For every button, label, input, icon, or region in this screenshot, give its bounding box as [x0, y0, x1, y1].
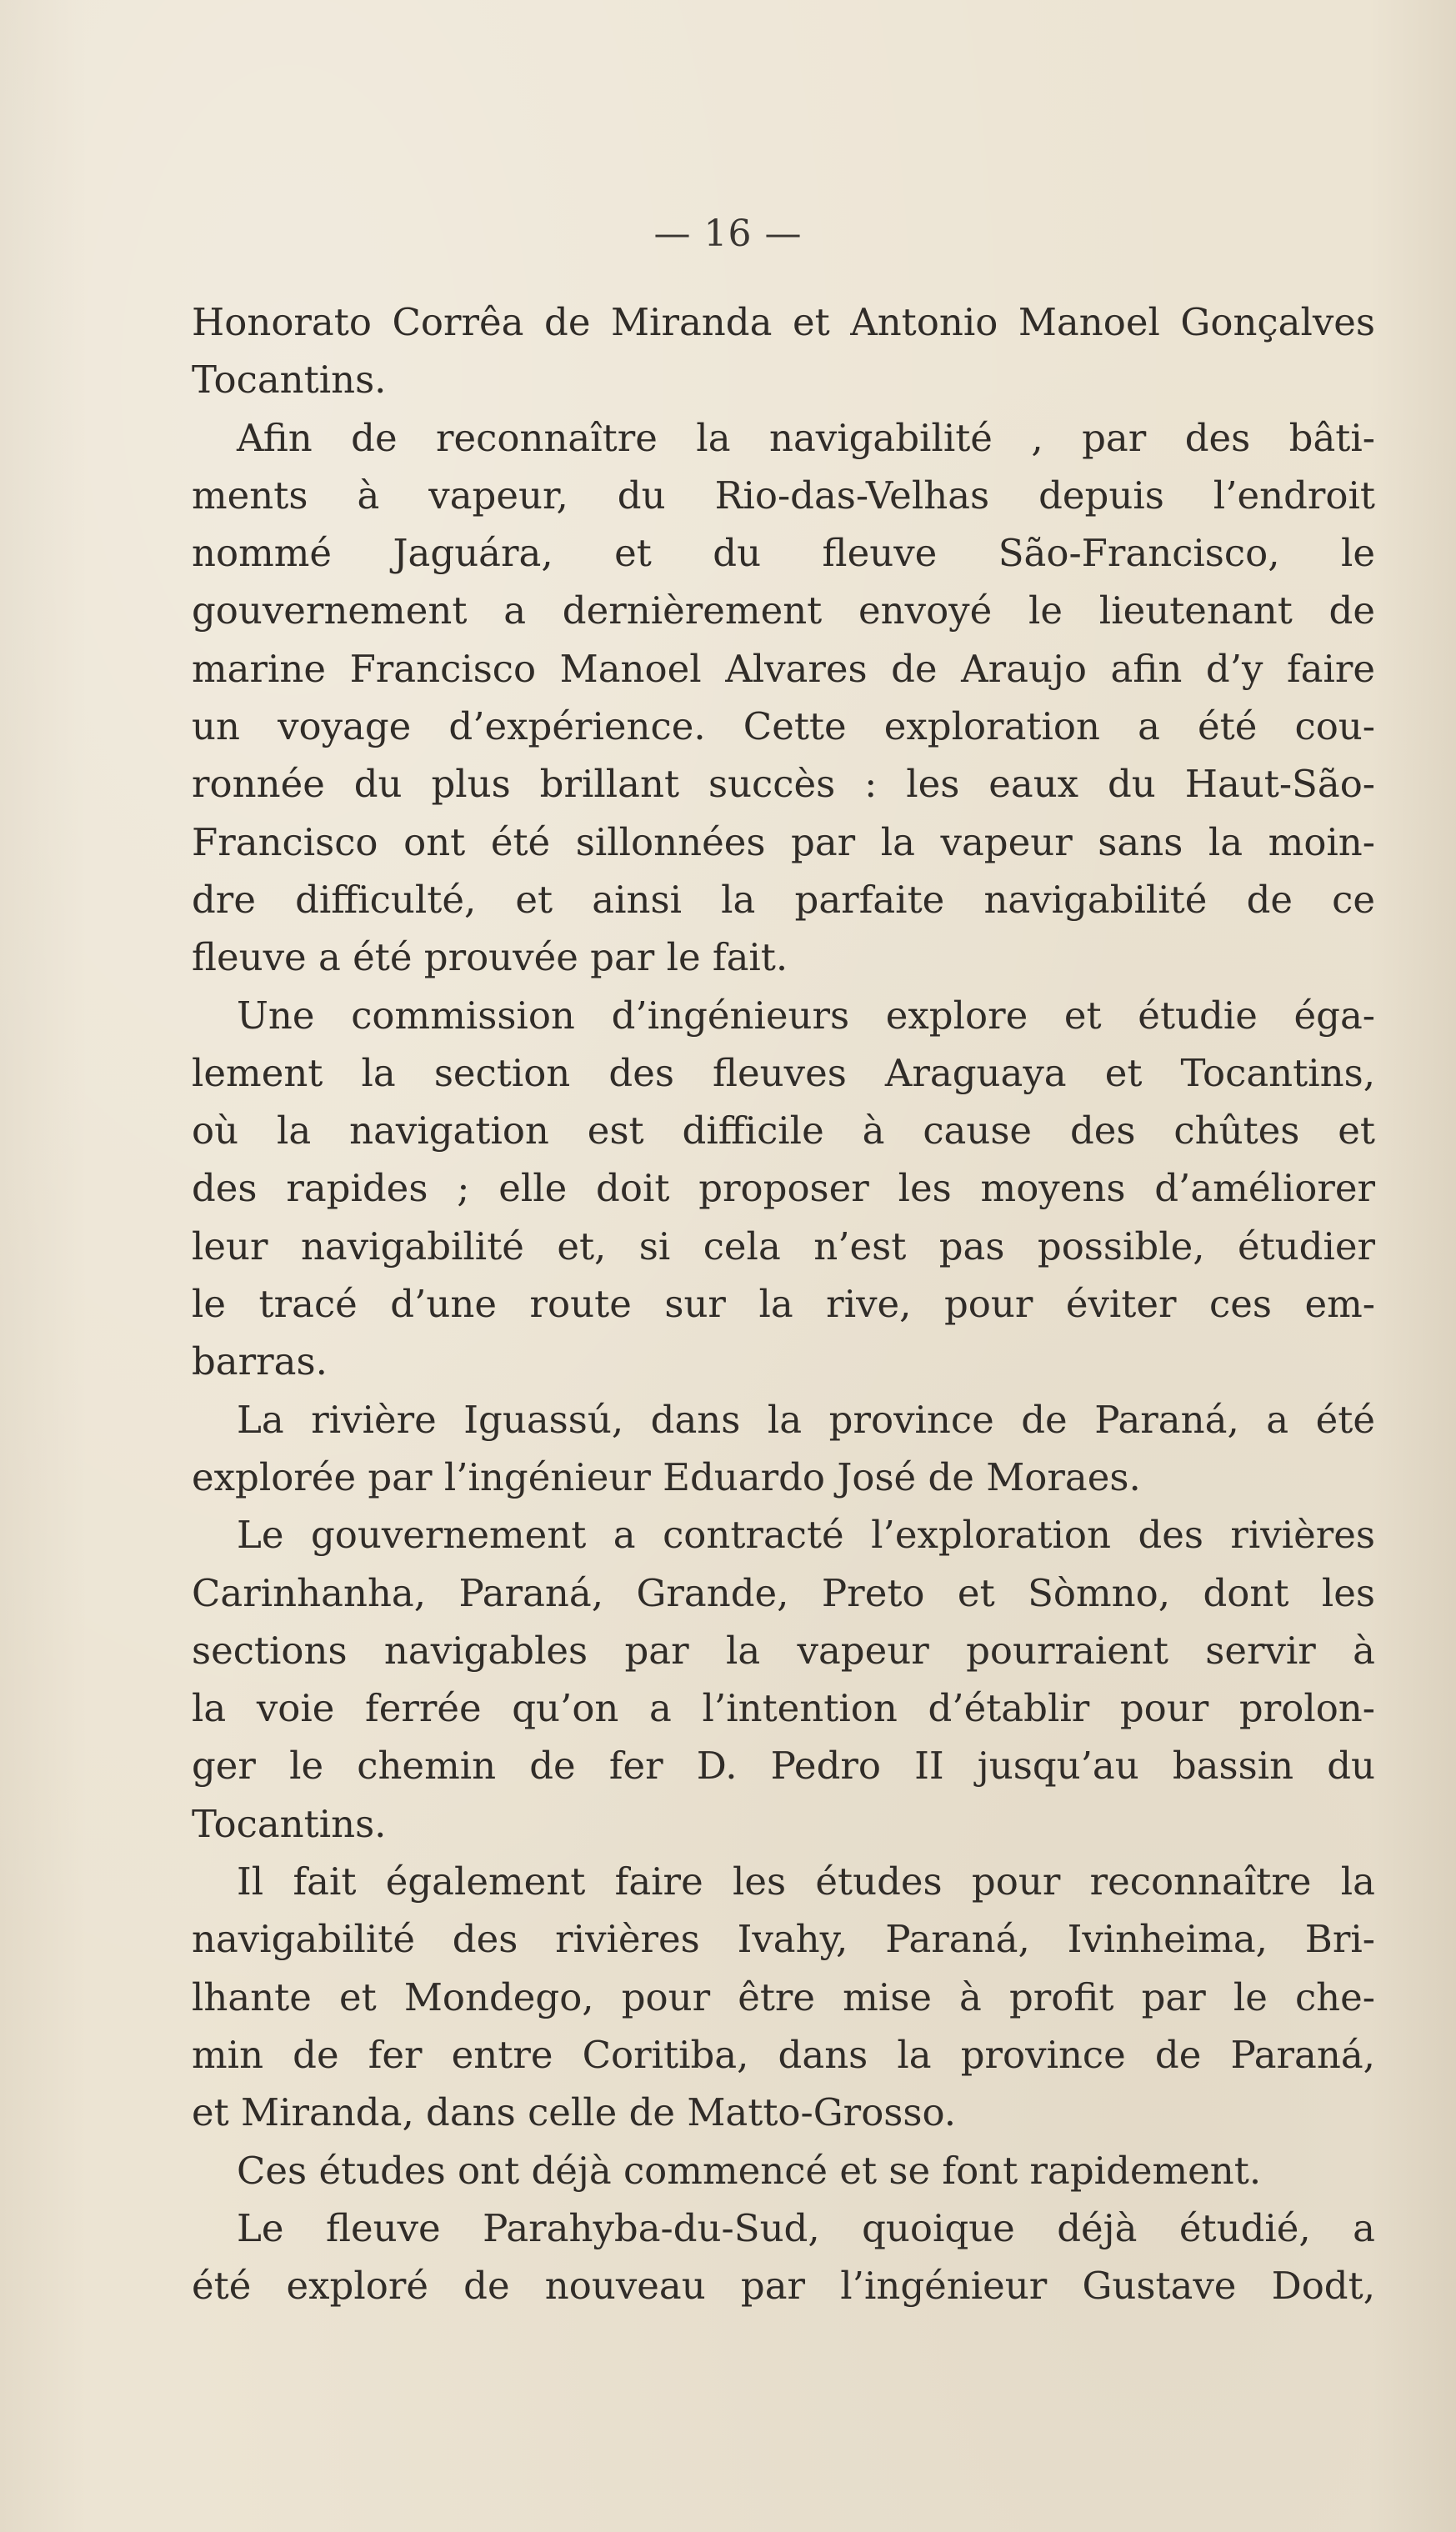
paragraph	[192, 293, 1375, 409]
text-line: la voie ferrée qu’on a l’intention d’établir pour prolon-	[192, 1686, 1375, 1731]
text-line: Le gouvernement a contracté l’exploration des rivières	[237, 1513, 1375, 1558]
paragraph	[192, 1506, 1375, 1853]
text-line: barras.	[192, 1339, 328, 1384]
text-line: nommé Jaguára, et du fleuve São-Francisco, le	[192, 531, 1375, 576]
text-line: dre difficulté, et ainsi la parfaite navigabilité de ce	[192, 877, 1375, 922]
text-line: un voyage d’expérience. Cette exploration a été cou-	[192, 704, 1375, 749]
text-line: leur navigabilité et, si cela n’est pas possible, étudier	[192, 1223, 1375, 1269]
text-line: Carinhanha, Paraná, Grande, Preto et Sòmno, dont les	[192, 1570, 1375, 1615]
text-line: ger le chemin de fer D. Pedro II jusqu’au bassin du	[192, 1744, 1375, 1789]
paragraph	[192, 2142, 1375, 2199]
text-line: sections navigables par la vapeur pourraient servir à	[192, 1628, 1375, 1673]
text-line: explorée par l’ingénieur Eduardo José de Moraes.	[192, 1454, 1141, 1499]
text-line: Il fait également faire les études pour reconnaître la	[237, 1859, 1375, 1904]
text-line: navigabilité des rivières Ivahy, Paraná, Ivinheima, Bri-	[192, 1917, 1375, 1962]
text-line: Francisco ont été sillonnées par la vapeur sans la moin-	[192, 819, 1375, 864]
text-line: Tocantins.	[192, 358, 387, 403]
text-line: Afin de reconnaître la navigabilité , par des bâti-	[237, 415, 1375, 460]
paragraph	[192, 1853, 1375, 2141]
text-line: lement la section des fleuves Araguaya et Tocantins,	[192, 1050, 1375, 1095]
paragraph	[192, 1391, 1375, 1507]
text-line: où la navigation est difficile à cause des chûtes et	[192, 1108, 1375, 1153]
text-line: lhante et Mondego, pour être mise à profit par le che-	[192, 1974, 1375, 2019]
text-line: gouvernement a dernièrement envoyé le lieutenant de	[192, 588, 1375, 633]
text-line: Ces études ont déjà commencé et se font rapidement.	[237, 2148, 1262, 2193]
text-line: ments à vapeur, du Rio-das-Velhas depuis l’endroit	[192, 473, 1375, 518]
text-line: Le fleuve Parahyba-du-Sud, quoique déjà étudié, a	[237, 2205, 1375, 2250]
text-line: été exploré de nouveau par l’ingénieur Gustave Dodt,	[192, 2264, 1375, 2309]
text-line: le tracé d’une route sur la rive, pour éviter ces em-	[192, 1282, 1375, 1327]
text-line: fleuve a été prouvée par le fait.	[192, 935, 788, 980]
text-line: Honorato Corrêa de Miranda et Antonio Manoel Gonçalves	[192, 300, 1375, 344]
text-line: min de fer entre Coritiba, dans la province de Paraná,	[192, 2032, 1375, 2077]
text-line: et Miranda, dans celle de Matto-Grosso.	[192, 2090, 957, 2135]
paragraph	[192, 409, 1375, 987]
text-line: La rivière Iguassú, dans la province de Paraná, a été	[237, 1397, 1375, 1442]
page-number: — 16 —	[653, 213, 803, 255]
text-line: Tocantins.	[192, 1801, 387, 1846]
text-line: Une commission d’ingénieurs explore et étudie éga-	[237, 993, 1375, 1038]
text-line: marine Francisco Manoel Alvares de Araujo afin d’y faire	[192, 646, 1375, 691]
paragraph	[192, 2199, 1375, 2315]
text-line: ronnée du plus brillant succès : les eaux du Haut-São-	[192, 762, 1375, 807]
paragraph	[192, 987, 1375, 1391]
body-text	[192, 293, 1375, 2314]
text-line: des rapides ; elle doit proposer les moyens d’améliorer	[192, 1166, 1375, 1211]
